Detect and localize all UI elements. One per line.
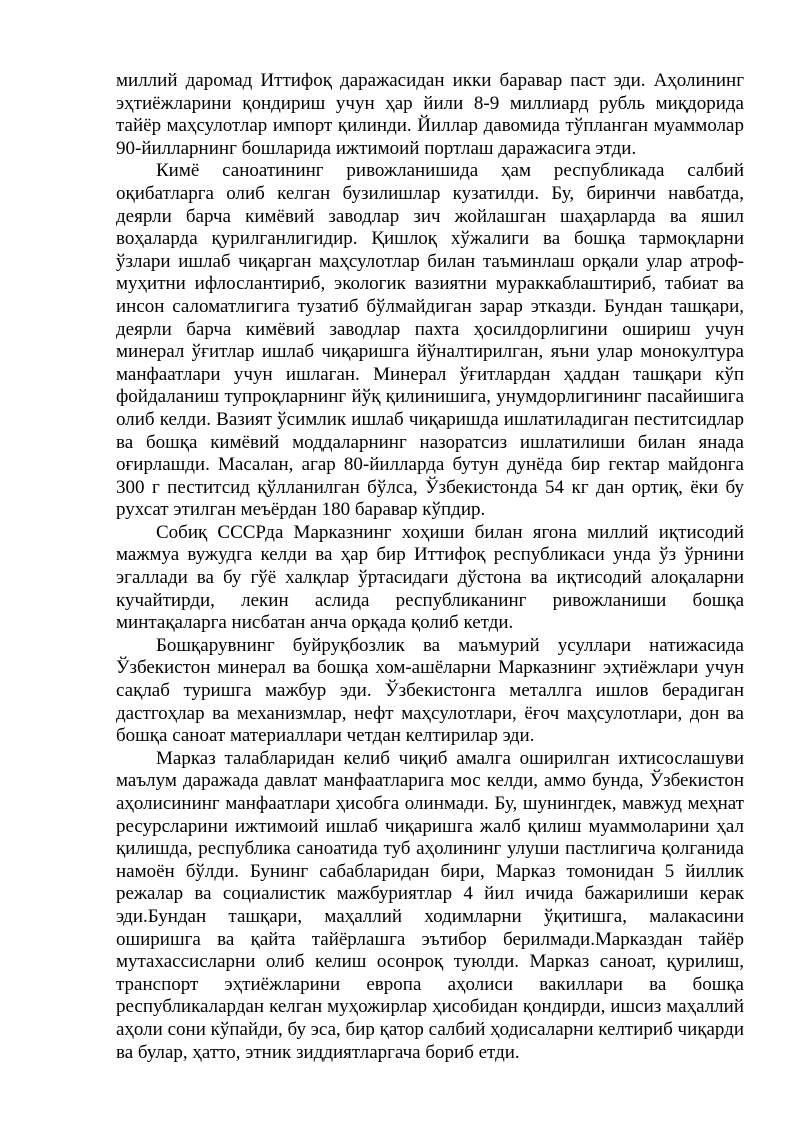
- paragraph-1: миллий даромад Иттифоқ даражасидан икки баравар паст эди. Аҳолининг эҳтиёжларини қондириш учун ҳар йили 8-9 миллиард рубль миқдорида тайёр маҳсулотлар импорт қилинди. Йиллар давомида тўпланган муаммолар 90-йилларнинг бошларида ижтимоий портлаш даражасига этди.: [116, 70, 744, 159]
- paragraph-5: Марказ талабларидан келиб чиқиб амалга оширилган ихтисослашуви маълум даражада давлат манфаатларига мос келди, аммо бунда, Ўзбекистон аҳолисининг манфаатлари ҳисобга олинмади. Бу, шунингдек, мавжуд меҳнат ресурсларини ижтимоий ишлаб чиқаришга жалб қилиш муаммоларини ҳал қилишда, республика саноатида туб аҳолининг улуши пастлигича қолганида намоён бўлди. Бунинг сабабларидан бири, Марказ томонидан 5 йиллик режалар ва социалистик мажбуриятлар 4 йил ичида бажарилиши керак эди.Бундан ташқари, маҳаллий ходимларни ўқитишга, малакасини оширишга ва қайта тайёрлашга эътибор берилмади.Марказдан тайёр мутахассисларни олиб келиш осонроқ туюлди. Марказ саноат, қурилиш, транспорт эҳтиёжларини европа аҳолиси вакиллари ва бошқа республикалардан келган муҳожирлар ҳисобидан қондирди, ишсиз маҳаллий аҳоли сони кўпайди, бу эса, бир қатор салбий ҳодисаларни келтириб чиқарди ва булар, ҳатто, этник зиддиятларгача бориб етди.: [116, 747, 744, 1063]
- document-page: [116, 70, 744, 1064]
- paragraph-4: Бошқарувнинг буйруқбозлик ва маъмурий усуллари натижасида Ўзбекистон минерал ва бошқа хом-ашёларни Марказнинг эҳтиёжлари учун сақлаб туришга мажбур эди. Ўзбекистонга металлга ишлов берадиган дастгоҳлар ва механизмлар, нефт маҳсулотлари, ёғоч маҳсулотлари, дон ва бошқа саноат материаллари четдан келтирилар эди.: [116, 634, 744, 747]
- paragraph-3: Собиқ СССРда Марказнинг хоҳиши билан ягона миллий иқтисодий мажмуа вужудга келди ва ҳар бир Иттифоқ республикаси унда ўз ўрнини эгаллади ва бу гўё халқлар ўртасидаги дўстона ва иқтисодий алоқаларни кучайтирди, лекин аслида республиканинг ривожланиши бошқа минтақаларга нисбатан анча орқада қолиб кетди.: [116, 521, 744, 634]
- paragraph-2: Кимё саноатининг ривожланишида ҳам республикада салбий оқибатларга олиб келган бузилишлар кузатилди. Бу, биринчи навбатда, деярли барча кимёвий заводлар зич жойлашган шаҳарларда ва яшил воҳаларда қурилганлигидир. Қишлоқ хўжалиги ва бошқа тармоқларни ўзлари ишлаб чиқарган маҳсулотлар билан таъминлаш орқали улар атроф-муҳитни ифлослантириб, экологик вазиятни мураккаблаштириб, табиат ва инсон саломатлигига тузатиб бўлмайдиган зарар этказди. Бундан ташқари, деярли барча кимёвий заводлар пахта ҳосилдорлигини ошириш учун минерал ўғитлар ишлаб чиқаришга йўналтирилган, яъни улар монокултура манфаатлари учун ишлаган. Минерал ўғитлардан ҳаддан ташқари кўп фойдаланиш тупроқларнинг йўқ қилинишига, унумдорлигининг пасайишига олиб келди. Вазият ўсимлик ишлаб чиқаришда ишлатиладиган пеститсидлар ва бошқа кимёвий моддаларнинг назоратсиз ишлатилиши билан янада оғирлашди. Масалан, агар 80-йилларда бутун дунёда бир гектар майдонга 300 г пеститсид қўлланилган бўлса, Ўзбекистонда 54 кг дан ортиқ, ёки бу рухсат этилган меъёрдан 180 баравар кўпдир.: [116, 160, 744, 521]
